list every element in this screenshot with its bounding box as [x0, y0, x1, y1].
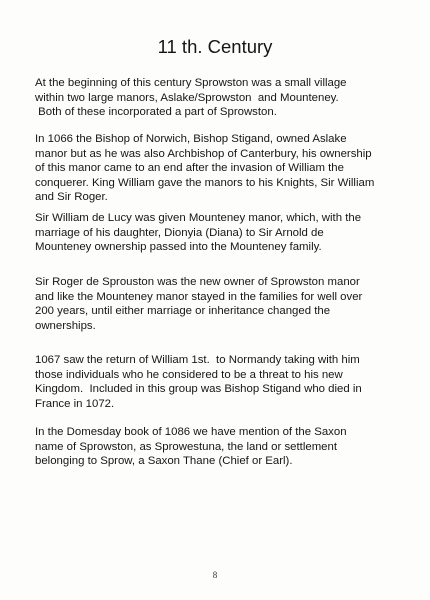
paragraph-domesday-book: In the Domesday book of 1086 we have mention of the Saxon name of Sprowston, as Sprowestuna, the land or settlement belonging to Sprow, a Saxon Thane (Chief or Earl). — [35, 426, 347, 468]
page-title: 11 th. Century — [157, 36, 273, 57]
paragraph-1067-return: 1067 saw the return of William 1st. to Normandy taking with him those individuals who he considered to be a threat to his new Kingdom. Included in this group was Bishop Stigand who died in France in 1072. — [35, 354, 362, 410]
paragraph-bishop-stigand: In 1066 the Bishop of Norwich, Bishop Stigand, owned Aslake manor but as he was also Archbishop of Canterbury, his ownership of this manor came to an end after the invasion of William the conquerer. King William gave the manors to his Knights, Sir William and Sir Roger. — [35, 133, 375, 204]
paragraph-roger-de-sprouston: Sir Roger de Sprouston was the new owner of Sprowston manor and like the Mounteney manor stayed in the families for well over 200 years, until either marriage or inheritance changed the ownerships. — [35, 276, 363, 332]
page-number: 8 — [212, 570, 218, 580]
paragraph-william-de-lucy: Sir William de Lucy was given Mounteney manor, which, with the marriage of his daughter, Dionyia (Diana) to Sir Arnold de Mounteney ownership passed into the Mounteney family. — [35, 212, 362, 254]
paragraph-intro: At the beginning of this century Sprowston was a small village within two large manors, Aslake/Sprowston and Mounteney. Both of these incorporated a part of Sprowston. — [35, 77, 347, 119]
